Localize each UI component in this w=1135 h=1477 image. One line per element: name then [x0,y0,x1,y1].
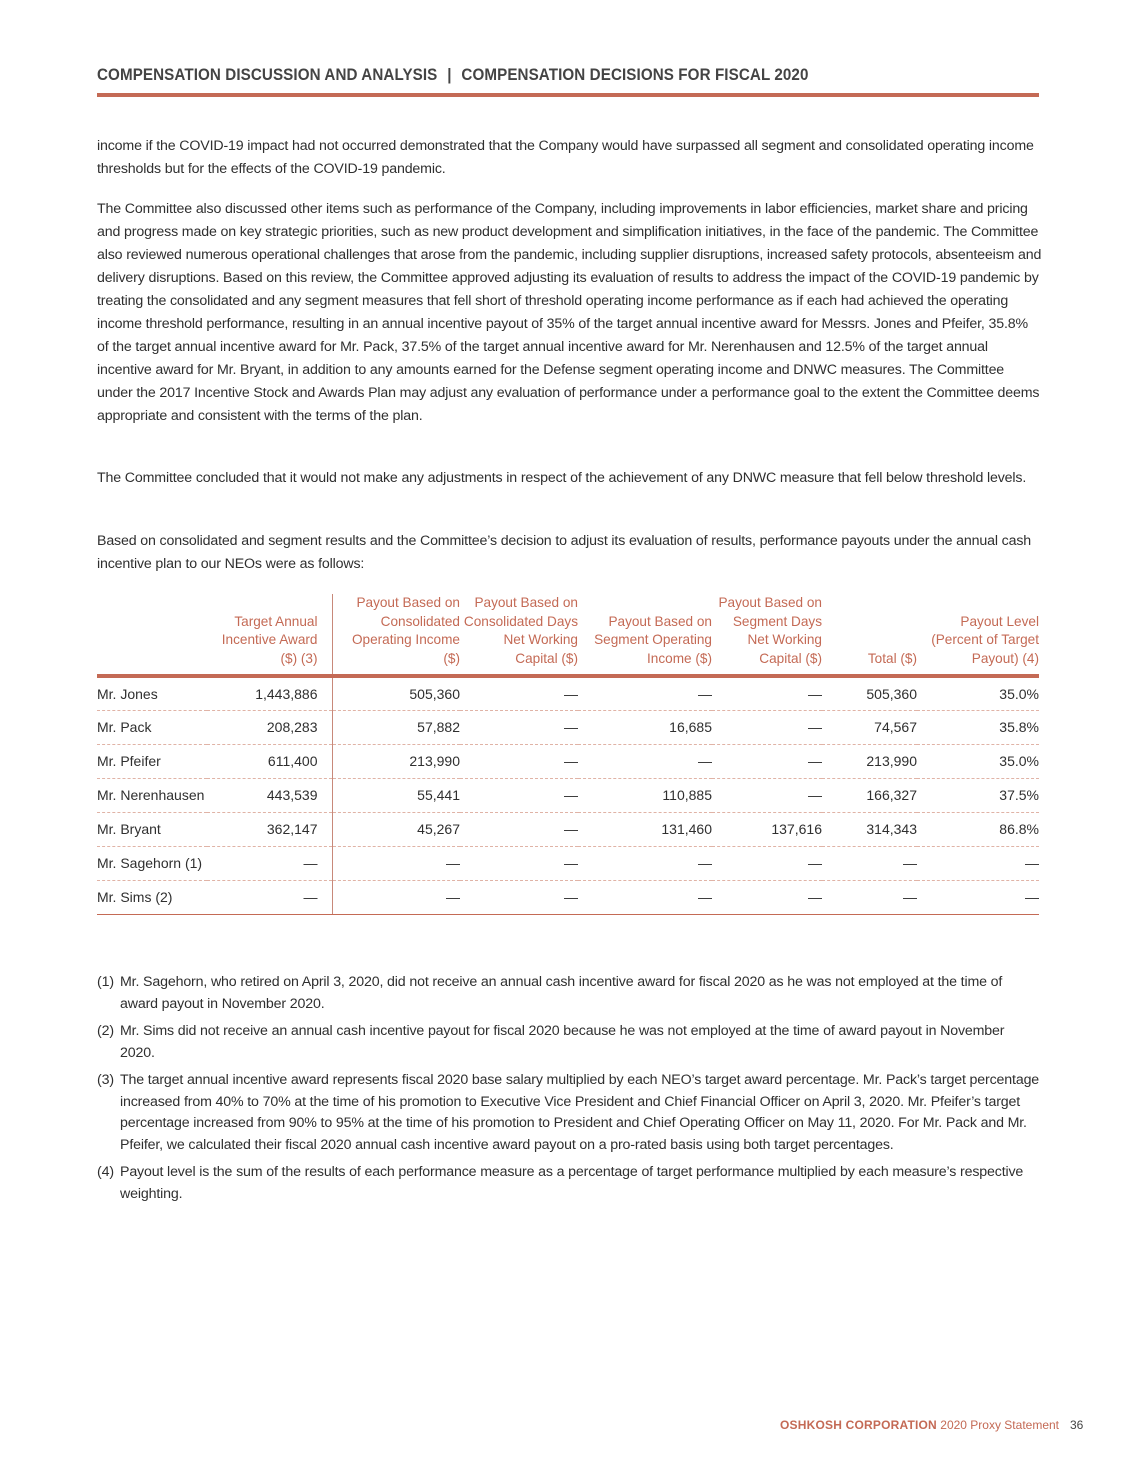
cell-segment-operating-income: 16,685 [578,710,712,744]
footnote-text: Mr. Sims did not receive an annual cash incentive payout for fiscal 2020 because he was not employed at the time of award payout in November 2020. [120,1023,1005,1061]
cell-target-award: — [207,846,332,880]
cell-target-award: 443,539 [207,778,332,812]
table-row [97,778,1039,812]
cell-payout-level: 37.5% [917,778,1039,812]
paragraph-payout-intro: Based on consolidated and segment results and the Committee’s decision to adjust its evaluation of results, performance payouts under the annual cash incentive plan to our NEOs were as follows: [97,533,1032,572]
cell-consolidated-operating-income: 55,441 [332,778,460,812]
table-row [97,812,1039,846]
cell-segment-dnwc: — [712,744,822,778]
cell-target-award: — [207,880,332,914]
cell-name: Mr. Sagehorn (1) [97,846,207,880]
table-row [97,744,1039,778]
footnote-marker: (2) [97,1023,114,1039]
cell-consolidated-operating-income: 213,990 [332,744,460,778]
column-header-consolidated-operating-income: Payout Based on Consolidated Operating Income ($) [332,594,460,676]
annual-incentive-payout-table [97,594,1039,915]
column-header-name [97,594,207,676]
footnote-text: Mr. Sagehorn, who retired on April 3, 2020, did not receive an annual cash incentive award for fiscal 2020 as he was not employed at the time of award payout in November 2020. [120,974,1003,1012]
cell-segment-dnwc: — [712,676,822,710]
cell-consolidated-dnwc: — [460,846,578,880]
table-row [97,846,1039,880]
cell-payout-level: 35.0% [917,744,1039,778]
cell-consolidated-dnwc: — [460,778,578,812]
cell-payout-level: 86.8% [917,812,1039,846]
footnote-marker: (4) [97,1164,114,1180]
cell-payout-level: 35.8% [917,710,1039,744]
cell-target-award: 362,147 [207,812,332,846]
cell-total: 314,343 [822,812,917,846]
paragraph-dnwc-adjustment: The Committee concluded that it would not make any adjustments in respect of the achievement of any DNWC measure that fell below threshold levels. [97,470,1027,486]
cell-name: Mr. Pfeifer [97,744,207,778]
cell-consolidated-operating-income: 45,267 [332,812,460,846]
cell-segment-dnwc: 137,616 [712,812,822,846]
cell-target-award: 611,400 [207,744,332,778]
table-row [97,710,1039,744]
cell-consolidated-dnwc: — [460,812,578,846]
column-header-target-award: Target Annual Incentive Award ($) (3) [207,594,332,676]
table-row [97,676,1039,710]
footnote-1 [97,972,1042,1015]
paragraph-covid-impact: income if the COVID-19 impact had not occurred demonstrated that the Company would have surpassed all segment and consolidated operating income thresholds but for the effects of the COVID-19 pandemic. [97,138,1034,177]
cell-name: Mr. Sims (2) [97,880,207,914]
cell-segment-operating-income: — [578,676,712,710]
cell-total: 74,567 [822,710,917,744]
cell-segment-operating-income: — [578,880,712,914]
cell-segment-dnwc: — [712,846,822,880]
cell-payout-level: — [917,846,1039,880]
cell-name: Mr. Bryant [97,812,207,846]
footnotes [97,972,1042,1211]
cell-name: Mr. Pack [97,710,207,744]
cell-consolidated-dnwc: — [460,880,578,914]
cell-segment-operating-income: — [578,846,712,880]
cell-segment-operating-income: 131,460 [578,812,712,846]
cell-consolidated-dnwc: — [460,710,578,744]
cell-total: 505,360 [822,676,917,710]
cell-consolidated-operating-income: — [332,880,460,914]
footnote-text: The target annual incentive award represents fiscal 2020 base salary multiplied by each NEO’s target award percentage. Mr. Pack’s target percentage increased from 40% to 70% at the time of his promotion to Executive Vice President and Chief Financial Officer on April 3, 2020. Mr. Pfeifer’s target percentage increased from 90% to 95% at the time of his promotion to President and Chief Operating Officer on May 11, 2020. For Mr. Pack and Mr. Pfeifer, we calculated their fiscal 2020 annual cash incentive award payout on a pro-rated basis using both target percentages. [120,1072,1040,1153]
cell-segment-dnwc: — [712,880,822,914]
cell-total: 213,990 [822,744,917,778]
column-header-segment-operating-income: Payout Based on Segment Operating Income ($) [578,594,712,676]
footnote-marker: (3) [97,1072,114,1088]
page-number: 36 [1070,1418,1084,1432]
paragraph-committee-discussion: The Committee also discussed other items such as performance of the Company, including improvements in labor efficiencies, market share and pricing and progress made on key strategic priorities, such as new product development and simplification initiatives, in the face of the pandemic. The Committee also reviewed numerous operational challenges that arose from the pandemic, including supplier disruptions, increased safety protocols, absenteeism and delivery disruptions. Based on this review, the Committee approved adjusting its evaluation of results to address the impact of the COVID-19 pandemic by treating the consolidated and any segment measures that fell short of threshold operating income performance as if each had achieved the operating income threshold performance, resulting in an annual incentive payout of 35% of the target annual incentive award for Messrs. Jones and Pfeifer, 35.8% of the target annual incentive award for Mr. Pack, 37.5% of the target annual incentive award for Mr. Nerenhausen and 12.5% of the target annual incentive award for Mr. Bryant, in addition to any amounts earned for the Defense segment operating income and DNWC measures. The Committee under the 2017 Incentive Stock and Awards Plan may adjust any evaluation of performance under a performance goal to the extent the Committee deems appropriate and consistent with the terms of the plan. [97,201,1042,424]
cell-payout-level: 35.0% [917,676,1039,710]
column-header-payout-level: Payout Level (Percent of Target Payout) (4) [917,594,1039,676]
section-title: COMPENSATION DISCUSSION AND ANALYSIS [97,66,438,84]
column-header-consolidated-dnwc: Payout Based on Consolidated Days Net Working Capital ($) [460,594,578,676]
footer-document-title: 2020 Proxy Statement [940,1418,1059,1432]
cell-segment-operating-income: 110,885 [578,778,712,812]
cell-segment-dnwc: — [712,778,822,812]
header-rule [97,93,1039,97]
cell-total: 166,327 [822,778,917,812]
column-header-segment-dnwc: Payout Based on Segment Days Net Working Capital ($) [712,594,822,676]
cell-consolidated-operating-income: 505,360 [332,676,460,710]
footnote-4 [97,1162,1042,1205]
footnote-text: Payout level is the sum of the results of each performance measure as a percentage of target performance multiplied by each measure’s respective weighting. [120,1164,1024,1202]
column-header-total: Total ($) [822,594,917,676]
footnote-3 [97,1070,1042,1156]
cell-consolidated-operating-income: 57,882 [332,710,460,744]
table-header-row [97,594,1039,676]
cell-consolidated-operating-income: — [332,846,460,880]
cell-total: — [822,846,917,880]
cell-consolidated-dnwc: — [460,744,578,778]
cell-segment-operating-income: — [578,744,712,778]
cell-name: Mr. Jones [97,676,207,710]
table-row [97,880,1039,914]
footer-company-name: OSHKOSH CORPORATION [780,1418,937,1432]
cell-consolidated-dnwc: — [460,676,578,710]
page-footer [780,1418,1100,1432]
page-header [97,66,964,85]
cell-segment-dnwc: — [712,710,822,744]
footnote-marker: (1) [97,974,114,990]
footnote-2 [97,1021,1042,1064]
cell-target-award: 208,283 [207,710,332,744]
cell-payout-level: — [917,880,1039,914]
subsection-title: COMPENSATION DECISIONS FOR FISCAL 2020 [461,66,809,84]
cell-total: — [822,880,917,914]
cell-name: Mr. Nerenhausen [97,778,207,812]
header-divider: | [447,66,452,84]
cell-target-award: 1,443,886 [207,676,332,710]
